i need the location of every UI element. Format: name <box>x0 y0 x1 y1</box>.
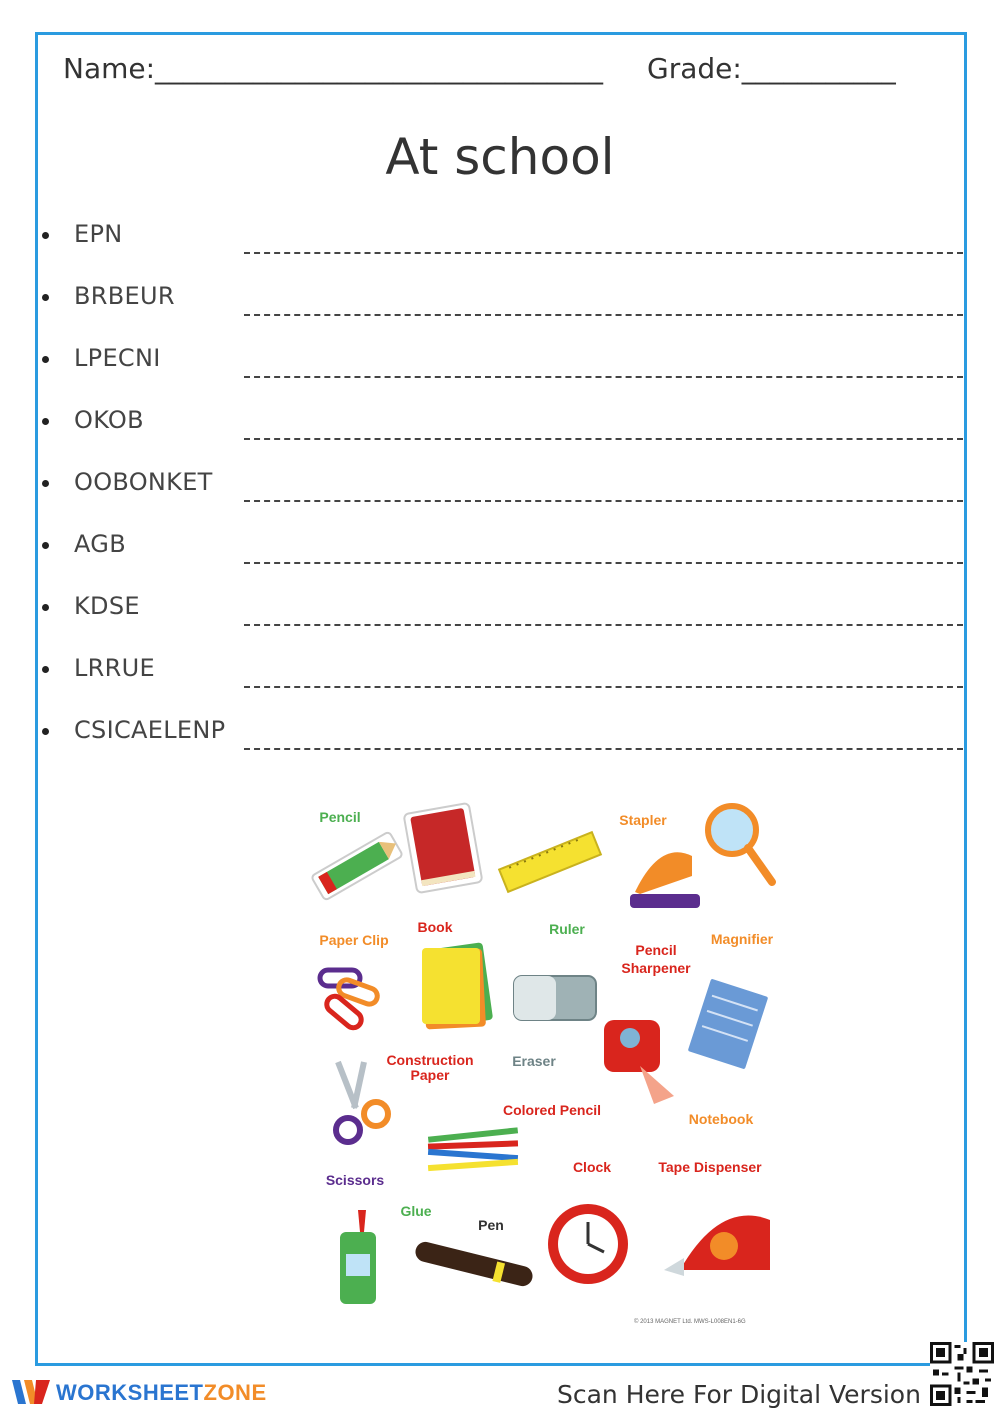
notebook-sticker <box>685 976 771 1072</box>
label-construction-paper-2: Paper <box>410 1067 450 1083</box>
scrambled-word: EPN <box>74 220 123 248</box>
bullet-icon <box>42 418 49 425</box>
sticker-copyright: © 2013 MAGNET Ltd. MWS-L008EN1-6G <box>634 1319 746 1325</box>
label-construction-paper-1: Construction <box>386 1052 474 1068</box>
tape-dispenser-sticker <box>664 1216 770 1276</box>
brand-part2: ZONE <box>203 1380 267 1405</box>
label-tape-dispenser: Tape Dispenser <box>658 1159 762 1175</box>
pen-sticker <box>413 1240 534 1288</box>
answer-line[interactable] <box>244 686 963 688</box>
bullet-icon <box>42 604 49 611</box>
word-row <box>38 218 963 280</box>
colored-pencil-sticker <box>428 1127 518 1171</box>
school-supplies-sticker-sheet <box>300 770 795 1330</box>
label-book: Book <box>417 919 453 935</box>
bullet-icon <box>42 232 49 239</box>
label-pencil: Pencil <box>319 809 361 825</box>
scissors-sticker <box>336 1062 388 1142</box>
eraser-sticker <box>514 976 596 1020</box>
scrambled-word: OKOB <box>74 406 144 434</box>
word-row <box>38 528 963 590</box>
answer-line[interactable] <box>244 314 963 316</box>
scrambled-word: KDSE <box>74 592 140 620</box>
answer-line[interactable] <box>244 624 963 626</box>
scrambled-word: CSICAELENP <box>74 716 226 744</box>
brand-part1: WORKSHEET <box>56 1380 204 1405</box>
name-field: Name:________________________________ <box>63 52 604 85</box>
stapler-sticker <box>630 852 700 908</box>
scrambled-word: AGB <box>74 530 126 558</box>
paper-clip-sticker <box>320 970 380 1031</box>
word-row <box>38 342 963 404</box>
word-row <box>38 590 963 652</box>
construction-paper-sticker <box>422 942 493 1029</box>
label-pencil-sharpener-1: Pencil <box>635 942 677 958</box>
label-scissors: Scissors <box>325 1172 385 1188</box>
glue-sticker <box>340 1210 376 1304</box>
word-row <box>38 714 963 776</box>
label-paper-clip: Paper Clip <box>319 932 389 948</box>
word-row <box>38 652 963 714</box>
qr-code-icon[interactable] <box>930 1342 994 1406</box>
scrambled-word: BRBEUR <box>74 282 175 310</box>
scrambled-word-list <box>38 218 963 776</box>
label-magnifier: Magnifier <box>710 931 774 947</box>
pencil-sticker <box>311 831 403 900</box>
page-title: At school <box>385 128 615 186</box>
grade-field: Grade:___________ <box>647 52 896 85</box>
scrambled-word: LPECNI <box>74 344 161 372</box>
bullet-icon <box>42 294 49 301</box>
word-row <box>38 280 963 342</box>
answer-line[interactable] <box>244 438 963 440</box>
scrambled-word: LRRUE <box>74 654 155 682</box>
bullet-icon <box>42 356 49 363</box>
answer-line[interactable] <box>244 252 963 254</box>
ruler-sticker <box>499 832 601 892</box>
bullet-icon <box>42 728 49 735</box>
bullet-icon <box>42 480 49 487</box>
answer-line[interactable] <box>244 562 963 564</box>
clock-sticker <box>548 1204 628 1284</box>
magnifier-sticker <box>708 806 772 882</box>
label-clock: Clock <box>572 1159 612 1175</box>
book-sticker <box>404 803 483 893</box>
answer-line[interactable] <box>244 500 963 502</box>
scrambled-word: OOBONKET <box>74 468 213 496</box>
label-colored-pencil: Colored Pencil <box>502 1102 602 1118</box>
scan-instruction: Scan Here For Digital Version <box>557 1380 921 1409</box>
worksheet-zone-logo-icon <box>10 1376 52 1410</box>
label-notebook: Notebook <box>688 1111 754 1127</box>
worksheet-zone-logo <box>10 1376 267 1410</box>
label-pen: Pen <box>478 1217 504 1233</box>
label-glue: Glue <box>400 1203 432 1219</box>
sticker-illustration <box>300 770 795 1330</box>
label-eraser: Eraser <box>512 1053 556 1069</box>
label-pencil-sharpener-2: Sharpener <box>621 960 691 976</box>
word-row <box>38 404 963 466</box>
answer-line[interactable] <box>244 376 963 378</box>
answer-line[interactable] <box>244 748 963 750</box>
pencil-sharpener-sticker <box>604 1020 674 1104</box>
word-row <box>38 466 963 528</box>
bullet-icon <box>42 666 49 673</box>
label-ruler: Ruler <box>549 921 585 937</box>
bullet-icon <box>42 542 49 549</box>
label-stapler: Stapler <box>619 812 667 828</box>
